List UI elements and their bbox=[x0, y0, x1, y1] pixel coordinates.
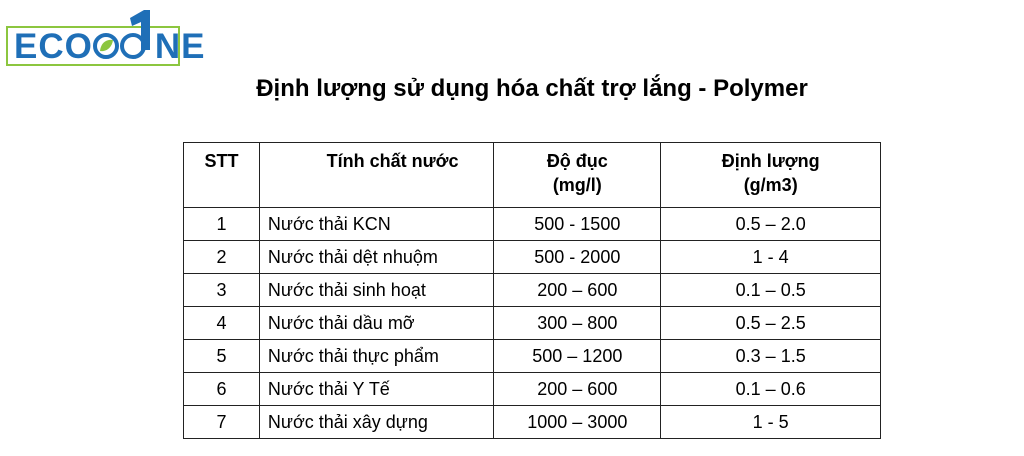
page-title: Định lượng sử dụng hóa chất trợ lắng - Polymer bbox=[256, 75, 808, 102]
table-row bbox=[184, 307, 881, 340]
cell-dosage: 0.1 – 0.5 bbox=[661, 274, 881, 307]
cell-dosage: 0.1 – 0.6 bbox=[661, 373, 881, 406]
table-row bbox=[184, 274, 881, 307]
cell-water-type: Nước thải thực phẩm bbox=[259, 340, 493, 373]
header-dosage-line2: (g/m3) bbox=[743, 175, 798, 195]
table-row bbox=[184, 340, 881, 373]
header-turbidity bbox=[494, 143, 661, 208]
cell-stt: 7 bbox=[184, 406, 260, 439]
cell-water-type: Nước thải KCN bbox=[259, 208, 493, 241]
cell-water-type: Nước thải Y Tế bbox=[259, 373, 493, 406]
cell-water-type: Nước thải dệt nhuộm bbox=[259, 241, 493, 274]
cell-stt: 5 bbox=[184, 340, 260, 373]
numeral-one-icon bbox=[120, 8, 158, 50]
cell-dosage: 0.3 – 1.5 bbox=[661, 340, 881, 373]
table-header-row bbox=[184, 143, 881, 208]
header-dosage bbox=[661, 143, 881, 208]
cell-turbidity: 500 - 1500 bbox=[494, 208, 661, 241]
cell-turbidity: 500 – 1200 bbox=[494, 340, 661, 373]
cell-dosage: 0.5 – 2.0 bbox=[661, 208, 881, 241]
leaf-icon bbox=[93, 33, 119, 59]
table-row bbox=[184, 241, 881, 274]
table-row bbox=[184, 373, 881, 406]
polymer-dosage-table bbox=[183, 142, 881, 439]
cell-turbidity: 500 - 2000 bbox=[494, 241, 661, 274]
table-row bbox=[184, 406, 881, 439]
header-turbidity-line1: Độ đục bbox=[546, 151, 608, 171]
table-row bbox=[184, 208, 881, 241]
logo-text-left: ECO bbox=[14, 27, 93, 66]
header-stt: STT bbox=[184, 143, 260, 208]
cell-turbidity: 200 – 600 bbox=[494, 373, 661, 406]
header-dosage-line1: Định lượng bbox=[721, 151, 820, 171]
cell-stt: 4 bbox=[184, 307, 260, 340]
cell-turbidity: 300 – 800 bbox=[494, 307, 661, 340]
cell-turbidity: 200 – 600 bbox=[494, 274, 661, 307]
cell-turbidity: 1000 – 3000 bbox=[494, 406, 661, 439]
header-water-type: Tính chất nước bbox=[259, 143, 493, 208]
cell-stt: 6 bbox=[184, 373, 260, 406]
cell-water-type: Nước thải sinh hoạt bbox=[259, 274, 493, 307]
cell-dosage: 0.5 – 2.5 bbox=[661, 307, 881, 340]
cell-water-type: Nước thải xây dựng bbox=[259, 406, 493, 439]
header-turbidity-line2: (mg/l) bbox=[552, 175, 602, 195]
cell-dosage: 1 - 4 bbox=[661, 241, 881, 274]
cell-stt: 1 bbox=[184, 208, 260, 241]
brand-logo bbox=[6, 8, 206, 66]
logo-text-right: NE bbox=[154, 27, 206, 66]
cell-stt: 3 bbox=[184, 274, 260, 307]
cell-stt: 2 bbox=[184, 241, 260, 274]
cell-water-type: Nước thải dầu mỡ bbox=[259, 307, 493, 340]
cell-dosage: 1 - 5 bbox=[661, 406, 881, 439]
